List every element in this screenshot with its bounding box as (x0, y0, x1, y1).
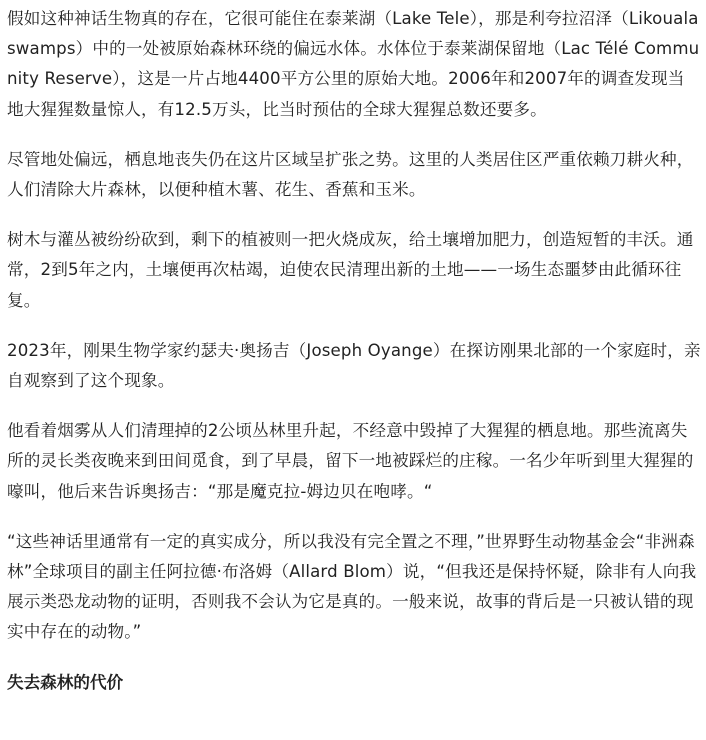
article-paragraph-6: “这些神话里通常有一定的真实成分，所以我没有完全置之不理，”世界野生动物基金会“非洲森林”全球项目的副主任阿拉德·布洛姆（Allard Blom）说，“但我还是保持怀疑，除非有人向我展示类恐龙动物的证明，否则我不会认为它是真的。一般来说，故事的背后是一只被认错的现实中存在的动物。” (7, 531, 697, 642)
article-paragraph-5: 他看着烟雾从人们清理掉的2公顷丛林里升起，不经意中毁掉了大猩猩的栖息地。那些流离失所的灵长类夜晚来到田间觅食，到了早晨，留下一地被踩烂的庄稼。一名少年听到里大猩猩的嚎叫，他后来告诉奥扬吉：“那是魔克拉-姆边贝在咆哮。“ (7, 421, 694, 501)
article-body (7, 4, 701, 698)
article-paragraph-3: 树木与灌丛被纷纷砍到，剩下的植被则一把火烧成灰，给土壤增加肥力，创造短暂的丰沃。通常，2到5年之内，土壤便再次枯竭，迫使农民清理出新的土地——一场生态噩梦由此循环往复。 (7, 230, 694, 310)
article-paragraph-4: 2023年，刚果生物学家约瑟夫·奥扬吉（Joseph Oyange）在探访刚果北部的一个家庭时，亲自观察到了这个现象。 (7, 340, 701, 391)
section-heading: 失去森林的代价 (7, 672, 124, 692)
article-paragraph-2: 尽管地处偏远，栖息地丧失仍在这片区域呈扩张之势。这里的人类居住区严重依赖刀耕火种，人们清除大片森林，以便种植木薯、花生、香蕉和玉米。 (7, 149, 694, 200)
article-paragraph-1: 假如这种神话生物真的存在，它很可能住在泰莱湖（Lake Tele），那是利夸拉沼泽（Likouala swamps）中的一处被原始森林环绕的偏远水体。水体位于泰莱湖保留地（Lac Télé Community Reserve），这是一片占地4400平方公里的原始大地。2006年和2007年的调查发现当地大猩猩数量惊人，有12.5万头，比当时预估的全球大猩猩总数还要多。 (7, 9, 700, 119)
